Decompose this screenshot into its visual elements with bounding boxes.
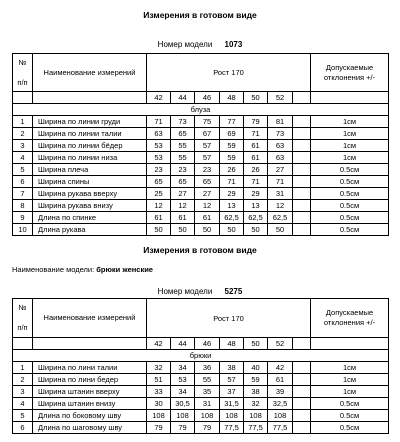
size-value: 77 [220, 116, 244, 128]
size-value: 62,5 [220, 212, 244, 224]
size-value: 61 [244, 140, 268, 152]
size-value: 57 [220, 374, 244, 386]
size-value: 77,5 [244, 422, 268, 434]
size-value: 79 [147, 422, 171, 434]
size-value: 38 [220, 362, 244, 374]
table-row [13, 176, 389, 188]
table-row [13, 164, 389, 176]
size-value: 55 [171, 140, 195, 152]
size-value: 31 [195, 398, 220, 410]
size-value: 57 [195, 140, 220, 152]
size-header: 50 [244, 92, 268, 104]
size-value: 108 [244, 410, 268, 422]
size-value: 34 [171, 386, 195, 398]
size-value: 63 [147, 128, 171, 140]
col-height-header: Рост 170 [147, 299, 311, 338]
size-value: 13 [220, 200, 244, 212]
row-number: 2 [13, 128, 33, 140]
size-header: 44 [171, 92, 195, 104]
tolerance-value: 0.5см [311, 398, 389, 410]
tolerance-value: 1см [311, 152, 389, 164]
sheet2-table [12, 298, 389, 434]
sheet1-table [12, 53, 389, 236]
size-value: 30,5 [171, 398, 195, 410]
size-value: 23 [171, 164, 195, 176]
blank-cell [293, 188, 311, 200]
table-row [13, 410, 389, 422]
tolerance-value: 0.5см [311, 200, 389, 212]
table-row [13, 386, 389, 398]
size-value: 67 [195, 128, 220, 140]
table-row [13, 128, 389, 140]
size-value: 75 [195, 116, 220, 128]
blank-cell [13, 338, 33, 350]
size-value: 51 [147, 374, 171, 386]
row-number: 3 [13, 386, 33, 398]
row-number: 5 [13, 164, 33, 176]
size-value: 12 [195, 200, 220, 212]
size-value: 32 [147, 362, 171, 374]
size-header: 44 [171, 338, 195, 350]
size-value: 53 [171, 374, 195, 386]
col-no-header: № п/п [13, 54, 33, 92]
size-value: 73 [268, 128, 293, 140]
sheet2-title: Измерения в готовом виде [143, 245, 257, 255]
blank-cell [293, 164, 311, 176]
measurement-name: Длина рукава [33, 224, 147, 236]
blank-cell [293, 374, 311, 386]
col-height-header: Рост 170 [147, 54, 311, 92]
size-value: 65 [171, 176, 195, 188]
blank-cell [293, 212, 311, 224]
size-value: 61 [268, 374, 293, 386]
col-name-header: Наименование измерений [33, 54, 147, 92]
size-value: 50 [147, 224, 171, 236]
measurement-name: Ширина рукава вверху [33, 188, 147, 200]
size-value: 50 [268, 224, 293, 236]
row-number: 4 [13, 152, 33, 164]
size-value: 77,5 [268, 422, 293, 434]
tolerance-value: 1см [311, 116, 389, 128]
size-value: 71 [244, 176, 268, 188]
tolerance-value: 0.5см [311, 188, 389, 200]
size-value: 31,5 [220, 398, 244, 410]
size-value: 12 [171, 200, 195, 212]
size-value: 69 [220, 128, 244, 140]
size-value: 79 [244, 116, 268, 128]
size-value: 79 [195, 422, 220, 434]
size-value: 25 [147, 188, 171, 200]
tolerance-value: 0.5см [311, 224, 389, 236]
size-value: 29 [244, 188, 268, 200]
size-value: 40 [244, 362, 268, 374]
size-value: 34 [171, 362, 195, 374]
size-value: 33 [147, 386, 171, 398]
size-value: 55 [171, 152, 195, 164]
row-number: 1 [13, 362, 33, 374]
measurement-name: Ширина по линии низа [33, 152, 147, 164]
blank-cell [311, 92, 389, 104]
table-row [13, 374, 389, 386]
tolerance-value: 1см [311, 362, 389, 374]
size-value: 65 [147, 176, 171, 188]
measurement-name: Ширина плеча [33, 164, 147, 176]
row-number: 9 [13, 212, 33, 224]
size-value: 26 [244, 164, 268, 176]
size-value: 59 [220, 140, 244, 152]
size-value: 53 [147, 140, 171, 152]
blank-cell [293, 386, 311, 398]
size-value: 12 [147, 200, 171, 212]
col-name-header: Наименование измерений [33, 299, 147, 338]
col-tolerance-header: Допускаемые отклонения +/- [311, 54, 389, 92]
blank-cell [293, 362, 311, 374]
size-value: 65 [171, 128, 195, 140]
col-no-header: № п/п [13, 299, 33, 338]
blank-cell [13, 92, 33, 104]
row-number: 10 [13, 224, 33, 236]
size-value: 29 [220, 188, 244, 200]
size-value: 71 [268, 176, 293, 188]
measurement-name: Длина по боковому шву [33, 410, 147, 422]
size-value: 31 [268, 188, 293, 200]
row-number: 6 [13, 176, 33, 188]
size-value: 108 [147, 410, 171, 422]
size-value: 62,5 [244, 212, 268, 224]
measurement-name: Ширина по лини талии [33, 362, 147, 374]
size-header: 42 [147, 338, 171, 350]
blank-cell [293, 128, 311, 140]
size-value: 61 [195, 212, 220, 224]
row-number: 2 [13, 374, 33, 386]
measurement-name: Ширина спины [33, 176, 147, 188]
measurement-name: Ширина по линии талии [33, 128, 147, 140]
size-value: 39 [268, 386, 293, 398]
table-row [13, 398, 389, 410]
col-tolerance-header: Допускаемые отклонения +/- [311, 299, 389, 338]
size-value: 50 [171, 224, 195, 236]
measurement-name: Ширина по линии бёдер [33, 140, 147, 152]
tolerance-value: 0.5см [311, 410, 389, 422]
blank-cell [311, 338, 389, 350]
size-value: 30 [147, 398, 171, 410]
size-value: 27 [195, 188, 220, 200]
measurement-name: Ширина рукава внизу [33, 200, 147, 212]
blank-cell [293, 422, 311, 434]
measurement-name: Ширина по лини бедер [33, 374, 147, 386]
size-value: 55 [195, 374, 220, 386]
size-value: 27 [268, 164, 293, 176]
blank-cell [293, 224, 311, 236]
blank-cell [293, 176, 311, 188]
size-value: 71 [244, 128, 268, 140]
row-number: 3 [13, 140, 33, 152]
table-row [13, 212, 389, 224]
size-value: 62,5 [268, 212, 293, 224]
size-header: 46 [195, 338, 220, 350]
table-row [13, 200, 389, 212]
size-value: 108 [171, 410, 195, 422]
table-row [13, 224, 389, 236]
size-value: 23 [147, 164, 171, 176]
row-number: 8 [13, 200, 33, 212]
tolerance-value: 1см [311, 128, 389, 140]
size-value: 108 [195, 410, 220, 422]
size-value: 26 [220, 164, 244, 176]
tolerance-value: 0.5см [311, 422, 389, 434]
table-row [13, 152, 389, 164]
sheet2-name-value: брюки женские [96, 265, 153, 274]
size-value: 12 [268, 200, 293, 212]
size-header: 46 [195, 92, 220, 104]
sheet2-model-label: Номер модели [157, 287, 213, 296]
size-value: 63 [268, 152, 293, 164]
blank-cell [293, 200, 311, 212]
sheet2-name-label: Наименование модели: [12, 265, 95, 274]
size-value: 61 [171, 212, 195, 224]
blank-cell [293, 116, 311, 128]
sheet1-title: Измерения в готовом виде [143, 10, 257, 20]
sheet2-model-name-line [12, 265, 153, 275]
blank-cell [293, 92, 311, 104]
section-label: блуза [13, 104, 389, 116]
size-header: 52 [268, 92, 293, 104]
size-value: 108 [268, 410, 293, 422]
tolerance-value: 1см [311, 386, 389, 398]
row-number: 5 [13, 410, 33, 422]
tolerance-value: 0.5см [311, 176, 389, 188]
size-value: 61 [147, 212, 171, 224]
size-header: 52 [268, 338, 293, 350]
size-header: 48 [220, 338, 244, 350]
size-value: 77,5 [220, 422, 244, 434]
size-value: 53 [147, 152, 171, 164]
table-row [13, 140, 389, 152]
size-value: 73 [171, 116, 195, 128]
row-number: 7 [13, 188, 33, 200]
row-number: 1 [13, 116, 33, 128]
size-value: 79 [171, 422, 195, 434]
blank-cell [33, 338, 147, 350]
measurement-name: Длина по спинке [33, 212, 147, 224]
size-value: 50 [244, 224, 268, 236]
size-value: 81 [268, 116, 293, 128]
sheet2-model-line [0, 287, 400, 297]
measurement-name: Длина по шаговому шву [33, 422, 147, 434]
size-value: 37 [220, 386, 244, 398]
blank-cell [33, 92, 147, 104]
size-value: 57 [195, 152, 220, 164]
size-value: 59 [244, 374, 268, 386]
size-value: 63 [268, 140, 293, 152]
sheet1-model-line [0, 40, 400, 50]
size-value: 71 [220, 176, 244, 188]
size-value: 23 [195, 164, 220, 176]
row-number: 4 [13, 398, 33, 410]
size-header: 42 [147, 92, 171, 104]
size-value: 59 [220, 152, 244, 164]
measurement-name: Ширина штанин вверху [33, 386, 147, 398]
table-row [13, 188, 389, 200]
size-value: 50 [195, 224, 220, 236]
size-value: 71 [147, 116, 171, 128]
table-row [13, 422, 389, 434]
size-value: 35 [195, 386, 220, 398]
blank-cell [293, 152, 311, 164]
sheet2-model-number: 5275 [224, 287, 243, 296]
table-row [13, 362, 389, 374]
tolerance-value: 0.5см [311, 212, 389, 224]
size-value: 42 [268, 362, 293, 374]
blank-cell [293, 398, 311, 410]
size-value: 32,5 [268, 398, 293, 410]
size-value: 27 [171, 188, 195, 200]
tolerance-value: 1см [311, 140, 389, 152]
table-row [13, 116, 389, 128]
sheet1-model-label: Номер модели [157, 40, 213, 49]
size-value: 13 [244, 200, 268, 212]
size-header: 50 [244, 338, 268, 350]
size-value: 32 [244, 398, 268, 410]
size-value: 50 [220, 224, 244, 236]
size-value: 38 [244, 386, 268, 398]
measurement-name: Ширина штанин внизу [33, 398, 147, 410]
sheet1-model-number: 1073 [224, 40, 243, 49]
blank-cell [293, 338, 311, 350]
tolerance-value: 0.5см [311, 164, 389, 176]
size-value: 36 [195, 362, 220, 374]
blank-cell [293, 410, 311, 422]
tolerance-value: 1см [311, 374, 389, 386]
size-value: 108 [220, 410, 244, 422]
size-value: 65 [195, 176, 220, 188]
size-value: 61 [244, 152, 268, 164]
measurement-name: Ширина по линии груди [33, 116, 147, 128]
row-number: 6 [13, 422, 33, 434]
size-header: 48 [220, 92, 244, 104]
blank-cell [293, 140, 311, 152]
section-label: брюки [13, 350, 389, 362]
